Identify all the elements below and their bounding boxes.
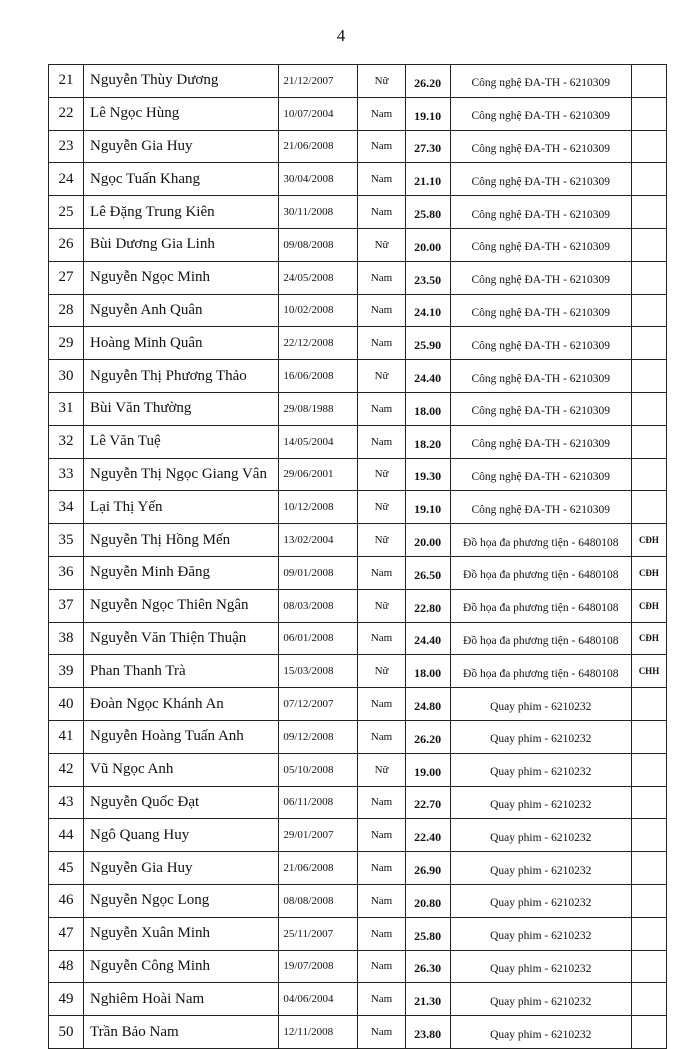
student-name: Nguyễn Minh Đăng bbox=[84, 556, 279, 589]
score: 25.90 bbox=[405, 327, 450, 360]
table-row bbox=[49, 786, 667, 819]
note bbox=[631, 852, 666, 885]
birth-date: 29/01/2007 bbox=[279, 819, 358, 852]
table-row bbox=[49, 524, 667, 557]
row-index: 49 bbox=[49, 983, 84, 1016]
gender: Nữ bbox=[358, 753, 405, 786]
score: 24.40 bbox=[405, 360, 450, 393]
major: Công nghệ ĐA-TH - 6210309 bbox=[450, 228, 631, 261]
table-row bbox=[49, 261, 667, 294]
table-row bbox=[49, 983, 667, 1016]
major: Đồ họa đa phương tiện - 6480108 bbox=[450, 622, 631, 655]
row-index: 39 bbox=[49, 655, 84, 688]
major: Công nghệ ĐA-TH - 6210309 bbox=[450, 163, 631, 196]
table-row bbox=[49, 556, 667, 589]
gender: Nam bbox=[358, 294, 405, 327]
birth-date: 08/08/2008 bbox=[279, 884, 358, 917]
table-row bbox=[49, 1016, 667, 1049]
note bbox=[631, 753, 666, 786]
birth-date: 14/05/2004 bbox=[279, 425, 358, 458]
score: 26.20 bbox=[405, 65, 450, 98]
score: 18.00 bbox=[405, 392, 450, 425]
major: Đồ họa đa phương tiện - 6480108 bbox=[450, 655, 631, 688]
student-name: Nguyễn Hoàng Tuấn Anh bbox=[84, 720, 279, 753]
gender: Nam bbox=[358, 97, 405, 130]
table-row bbox=[49, 97, 667, 130]
student-name: Ngọc Tuấn Khang bbox=[84, 163, 279, 196]
score: 24.10 bbox=[405, 294, 450, 327]
birth-date: 04/06/2004 bbox=[279, 983, 358, 1016]
note bbox=[631, 884, 666, 917]
major: Quay phim - 6210232 bbox=[450, 720, 631, 753]
gender: Nam bbox=[358, 852, 405, 885]
gender: Nữ bbox=[358, 589, 405, 622]
student-name: Nguyễn Thị Phương Thảo bbox=[84, 360, 279, 393]
row-index: 43 bbox=[49, 786, 84, 819]
row-index: 33 bbox=[49, 458, 84, 491]
student-name: Trần Bảo Nam bbox=[84, 1016, 279, 1049]
major: Công nghệ ĐA-TH - 6210309 bbox=[450, 327, 631, 360]
score: 22.40 bbox=[405, 819, 450, 852]
note bbox=[631, 1016, 666, 1049]
score: 19.10 bbox=[405, 491, 450, 524]
gender: Nam bbox=[358, 163, 405, 196]
note bbox=[631, 917, 666, 950]
student-name: Lại Thị Yến bbox=[84, 491, 279, 524]
birth-date: 09/08/2008 bbox=[279, 228, 358, 261]
major: Đồ họa đa phương tiện - 6480108 bbox=[450, 589, 631, 622]
row-index: 47 bbox=[49, 917, 84, 950]
major: Quay phim - 6210232 bbox=[450, 786, 631, 819]
row-index: 27 bbox=[49, 261, 84, 294]
gender: Nữ bbox=[358, 458, 405, 491]
table-row bbox=[49, 622, 667, 655]
table-row bbox=[49, 196, 667, 229]
gender: Nữ bbox=[358, 360, 405, 393]
row-index: 42 bbox=[49, 753, 84, 786]
gender: Nam bbox=[358, 720, 405, 753]
score: 21.10 bbox=[405, 163, 450, 196]
birth-date: 16/06/2008 bbox=[279, 360, 358, 393]
birth-date: 24/05/2008 bbox=[279, 261, 358, 294]
score: 19.10 bbox=[405, 97, 450, 130]
student-name: Nguyễn Ngọc Long bbox=[84, 884, 279, 917]
row-index: 37 bbox=[49, 589, 84, 622]
note bbox=[631, 196, 666, 229]
birth-date: 12/11/2008 bbox=[279, 1016, 358, 1049]
birth-date: 06/01/2008 bbox=[279, 622, 358, 655]
table-row bbox=[49, 360, 667, 393]
row-index: 21 bbox=[49, 65, 84, 98]
note: CĐH bbox=[631, 556, 666, 589]
row-index: 28 bbox=[49, 294, 84, 327]
gender: Nam bbox=[358, 261, 405, 294]
birth-date: 30/04/2008 bbox=[279, 163, 358, 196]
note bbox=[631, 392, 666, 425]
major: Quay phim - 6210232 bbox=[450, 819, 631, 852]
student-name: Nguyễn Quốc Đạt bbox=[84, 786, 279, 819]
page-number: 4 bbox=[336, 26, 346, 45]
note bbox=[631, 228, 666, 261]
student-name: Nguyễn Thị Hồng Mến bbox=[84, 524, 279, 557]
score: 20.00 bbox=[405, 524, 450, 557]
student-name: Vũ Ngọc Anh bbox=[84, 753, 279, 786]
student-name: Ngô Quang Huy bbox=[84, 819, 279, 852]
note bbox=[631, 261, 666, 294]
row-index: 24 bbox=[49, 163, 84, 196]
student-table bbox=[48, 64, 667, 1049]
major: Công nghệ ĐA-TH - 6210309 bbox=[450, 196, 631, 229]
birth-date: 05/10/2008 bbox=[279, 753, 358, 786]
birth-date: 22/12/2008 bbox=[279, 327, 358, 360]
student-name: Đoàn Ngọc Khánh An bbox=[84, 688, 279, 721]
birth-date: 06/11/2008 bbox=[279, 786, 358, 819]
major: Quay phim - 6210232 bbox=[450, 950, 631, 983]
birth-date: 15/03/2008 bbox=[279, 655, 358, 688]
major: Công nghệ ĐA-TH - 6210309 bbox=[450, 65, 631, 98]
note bbox=[631, 425, 666, 458]
gender: Nam bbox=[358, 327, 405, 360]
gender: Nam bbox=[358, 819, 405, 852]
table-row bbox=[49, 327, 667, 360]
student-table-body bbox=[49, 65, 667, 1049]
major: Công nghệ ĐA-TH - 6210309 bbox=[450, 130, 631, 163]
table-row bbox=[49, 917, 667, 950]
student-name: Hoàng Minh Quân bbox=[84, 327, 279, 360]
student-name: Nguyễn Văn Thiện Thuận bbox=[84, 622, 279, 655]
gender: Nam bbox=[358, 983, 405, 1016]
table-row bbox=[49, 392, 667, 425]
score: 19.30 bbox=[405, 458, 450, 491]
table-row bbox=[49, 852, 667, 885]
student-name: Phan Thanh Trà bbox=[84, 655, 279, 688]
score: 24.40 bbox=[405, 622, 450, 655]
major: Công nghệ ĐA-TH - 6210309 bbox=[450, 425, 631, 458]
note bbox=[631, 688, 666, 721]
note bbox=[631, 294, 666, 327]
table-row bbox=[49, 589, 667, 622]
row-index: 46 bbox=[49, 884, 84, 917]
row-index: 29 bbox=[49, 327, 84, 360]
row-index: 38 bbox=[49, 622, 84, 655]
major: Đồ họa đa phương tiện - 6480108 bbox=[450, 524, 631, 557]
score: 23.80 bbox=[405, 1016, 450, 1049]
student-name: Nguyễn Ngọc Minh bbox=[84, 261, 279, 294]
table-row bbox=[49, 130, 667, 163]
birth-date: 09/12/2008 bbox=[279, 720, 358, 753]
table-row bbox=[49, 720, 667, 753]
score: 22.80 bbox=[405, 589, 450, 622]
row-index: 44 bbox=[49, 819, 84, 852]
row-index: 31 bbox=[49, 392, 84, 425]
student-name: Nguyễn Thùy Dương bbox=[84, 65, 279, 98]
gender: Nữ bbox=[358, 228, 405, 261]
birth-date: 29/06/2001 bbox=[279, 458, 358, 491]
note bbox=[631, 97, 666, 130]
table-row bbox=[49, 491, 667, 524]
table-row bbox=[49, 688, 667, 721]
note: CĐH bbox=[631, 524, 666, 557]
table-row bbox=[49, 884, 667, 917]
birth-date: 19/07/2008 bbox=[279, 950, 358, 983]
major: Công nghệ ĐA-TH - 6210309 bbox=[450, 458, 631, 491]
student-name: Nguyễn Xuân Minh bbox=[84, 917, 279, 950]
birth-date: 21/12/2007 bbox=[279, 65, 358, 98]
score: 27.30 bbox=[405, 130, 450, 163]
gender: Nam bbox=[358, 786, 405, 819]
row-index: 36 bbox=[49, 556, 84, 589]
student-name: Lê Ngọc Hùng bbox=[84, 97, 279, 130]
gender: Nam bbox=[358, 196, 405, 229]
note bbox=[631, 786, 666, 819]
gender: Nam bbox=[358, 556, 405, 589]
student-name: Nguyễn Anh Quân bbox=[84, 294, 279, 327]
note bbox=[631, 950, 666, 983]
birth-date: 08/03/2008 bbox=[279, 589, 358, 622]
note bbox=[631, 491, 666, 524]
row-index: 41 bbox=[49, 720, 84, 753]
gender: Nữ bbox=[358, 524, 405, 557]
note: CĐH bbox=[631, 622, 666, 655]
score: 20.80 bbox=[405, 884, 450, 917]
score: 24.80 bbox=[405, 688, 450, 721]
score: 18.00 bbox=[405, 655, 450, 688]
student-name: Nghiêm Hoài Nam bbox=[84, 983, 279, 1016]
score: 18.20 bbox=[405, 425, 450, 458]
score: 26.30 bbox=[405, 950, 450, 983]
table-row bbox=[49, 753, 667, 786]
student-name: Lê Đặng Trung Kiên bbox=[84, 196, 279, 229]
note: CHH bbox=[631, 655, 666, 688]
gender: Nam bbox=[358, 884, 405, 917]
major: Quay phim - 6210232 bbox=[450, 1016, 631, 1049]
birth-date: 07/12/2007 bbox=[279, 688, 358, 721]
note bbox=[631, 163, 666, 196]
score: 25.80 bbox=[405, 196, 450, 229]
major: Công nghệ ĐA-TH - 6210309 bbox=[450, 294, 631, 327]
row-index: 32 bbox=[49, 425, 84, 458]
major: Quay phim - 6210232 bbox=[450, 884, 631, 917]
birth-date: 10/07/2004 bbox=[279, 97, 358, 130]
student-name: Nguyễn Gia Huy bbox=[84, 852, 279, 885]
row-index: 26 bbox=[49, 228, 84, 261]
note bbox=[631, 458, 666, 491]
student-name: Nguyễn Ngọc Thiên Ngân bbox=[84, 589, 279, 622]
student-name: Nguyễn Công Minh bbox=[84, 950, 279, 983]
birth-date: 13/02/2004 bbox=[279, 524, 358, 557]
note: CĐH bbox=[631, 589, 666, 622]
birth-date: 29/08/1988 bbox=[279, 392, 358, 425]
student-name: Nguyễn Thị Ngọc Giang Vân bbox=[84, 458, 279, 491]
gender: Nam bbox=[358, 392, 405, 425]
gender: Nữ bbox=[358, 655, 405, 688]
note bbox=[631, 720, 666, 753]
student-name: Lê Văn Tuệ bbox=[84, 425, 279, 458]
table-row bbox=[49, 65, 667, 98]
student-name: Nguyễn Gia Huy bbox=[84, 130, 279, 163]
note bbox=[631, 130, 666, 163]
row-index: 23 bbox=[49, 130, 84, 163]
major: Quay phim - 6210232 bbox=[450, 852, 631, 885]
gender: Nam bbox=[358, 917, 405, 950]
table-row bbox=[49, 950, 667, 983]
score: 26.20 bbox=[405, 720, 450, 753]
score: 25.80 bbox=[405, 917, 450, 950]
score: 19.00 bbox=[405, 753, 450, 786]
birth-date: 30/11/2008 bbox=[279, 196, 358, 229]
gender: Nữ bbox=[358, 65, 405, 98]
note bbox=[631, 819, 666, 852]
note bbox=[631, 327, 666, 360]
birth-date: 21/06/2008 bbox=[279, 130, 358, 163]
note bbox=[631, 983, 666, 1016]
score: 26.90 bbox=[405, 852, 450, 885]
gender: Nữ bbox=[358, 491, 405, 524]
major: Quay phim - 6210232 bbox=[450, 983, 631, 1016]
table-row bbox=[49, 294, 667, 327]
table-row bbox=[49, 655, 667, 688]
gender: Nam bbox=[358, 950, 405, 983]
student-name: Bùi Dương Gia Linh bbox=[84, 228, 279, 261]
birth-date: 10/12/2008 bbox=[279, 491, 358, 524]
birth-date: 25/11/2007 bbox=[279, 917, 358, 950]
gender: Nam bbox=[358, 1016, 405, 1049]
row-index: 22 bbox=[49, 97, 84, 130]
score: 20.00 bbox=[405, 228, 450, 261]
row-index: 25 bbox=[49, 196, 84, 229]
birth-date: 10/02/2008 bbox=[279, 294, 358, 327]
major: Quay phim - 6210232 bbox=[450, 688, 631, 721]
major: Quay phim - 6210232 bbox=[450, 917, 631, 950]
score: 22.70 bbox=[405, 786, 450, 819]
row-index: 30 bbox=[49, 360, 84, 393]
note bbox=[631, 65, 666, 98]
row-index: 48 bbox=[49, 950, 84, 983]
score: 21.30 bbox=[405, 983, 450, 1016]
major: Công nghệ ĐA-TH - 6210309 bbox=[450, 491, 631, 524]
gender: Nam bbox=[358, 425, 405, 458]
table-row bbox=[49, 228, 667, 261]
table-row bbox=[49, 425, 667, 458]
row-index: 40 bbox=[49, 688, 84, 721]
score: 26.50 bbox=[405, 556, 450, 589]
student-name: Bùi Văn Thường bbox=[84, 392, 279, 425]
row-index: 34 bbox=[49, 491, 84, 524]
table-row bbox=[49, 163, 667, 196]
row-index: 45 bbox=[49, 852, 84, 885]
major: Công nghệ ĐA-TH - 6210309 bbox=[450, 97, 631, 130]
row-index: 50 bbox=[49, 1016, 84, 1049]
score: 23.50 bbox=[405, 261, 450, 294]
major: Quay phim - 6210232 bbox=[450, 753, 631, 786]
gender: Nam bbox=[358, 688, 405, 721]
major: Công nghệ ĐA-TH - 6210309 bbox=[450, 360, 631, 393]
table-row bbox=[49, 819, 667, 852]
gender: Nam bbox=[358, 130, 405, 163]
major: Đồ họa đa phương tiện - 6480108 bbox=[450, 556, 631, 589]
major: Công nghệ ĐA-TH - 6210309 bbox=[450, 392, 631, 425]
note bbox=[631, 360, 666, 393]
birth-date: 21/06/2008 bbox=[279, 852, 358, 885]
major: Công nghệ ĐA-TH - 6210309 bbox=[450, 261, 631, 294]
gender: Nam bbox=[358, 622, 405, 655]
table-row bbox=[49, 458, 667, 491]
birth-date: 09/01/2008 bbox=[279, 556, 358, 589]
row-index: 35 bbox=[49, 524, 84, 557]
